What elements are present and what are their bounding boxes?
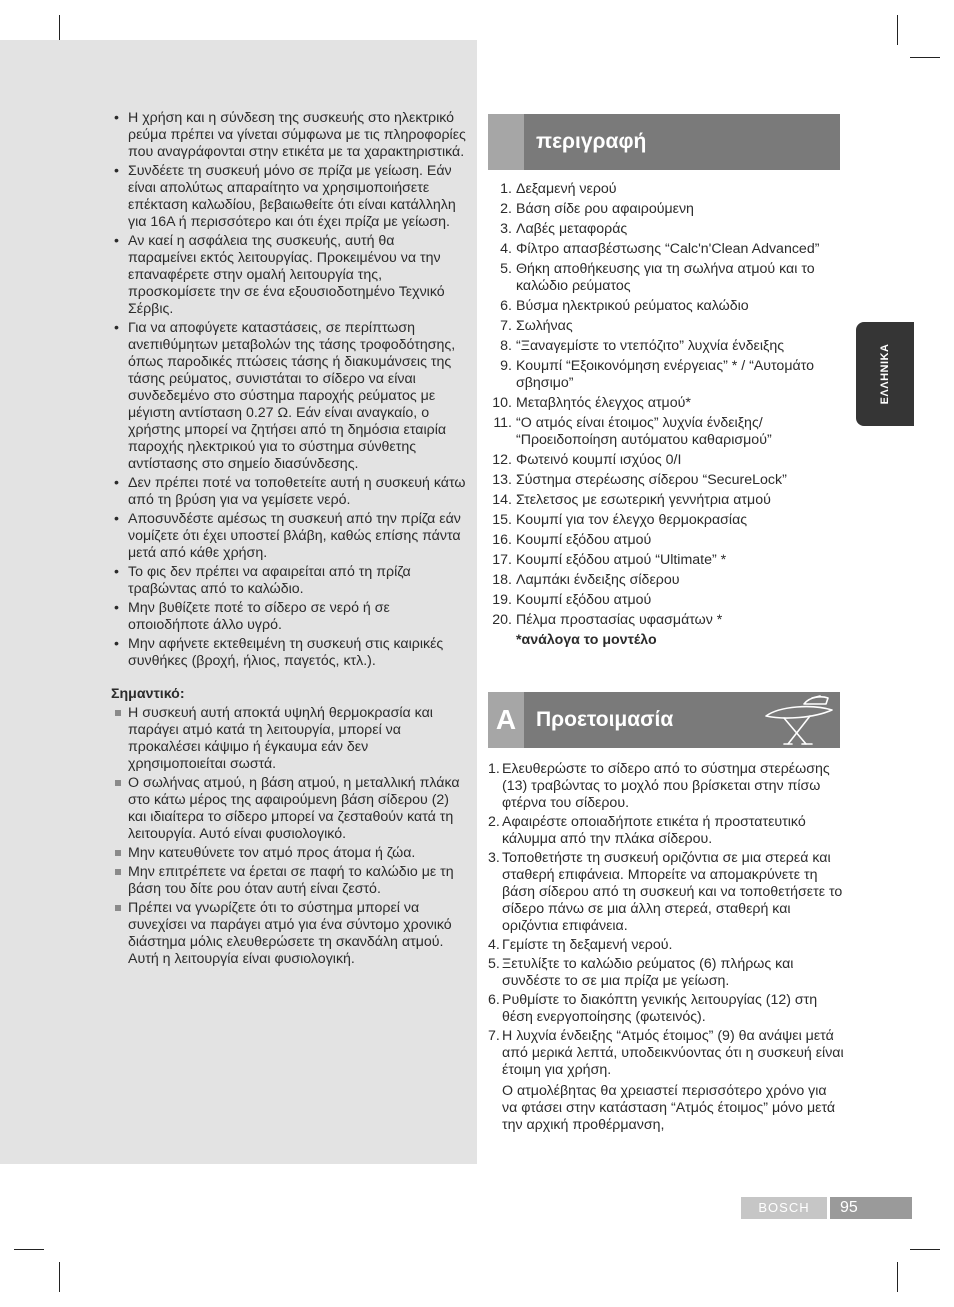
ironing-board-icon [762,694,834,746]
safety-instructions [111,110,466,970]
list-item: 19. Κουμπί εξόδου ατμού [492,592,652,608]
list-item: 6. Ρυθμίστε το διακόπτη γενικής λειτουργίας (12) στη θέση ενεργοποίησης (φωτεινός). [488,992,818,1025]
safety-bullet: • Η χρήση και η σύνδεση της συσκευής στο ηλεκτρικό ρεύμα πρέπει να γίνεται σύμφωνα με τις πληροφορίες που αναγράφονται στην ετικέτα με τα χαρακτηριστικά. [111,110,466,161]
list-item: 3. Λαβές μεταφοράς [500,221,628,237]
important-bullet: Μην επιτρέπετε να έρεται σε παφή το καλώδιο με τη βάση του δίτε ρου όταν αυτή είναι ζεστό. [111,864,466,898]
list-item: 16. Κουμπί εξόδου ατμού [492,532,652,548]
description-header [488,114,840,170]
list-item: 10. Μεταβλητός έλεγχος ατμού* [492,395,691,411]
crop-mark [910,1249,940,1250]
list-item: Ο ατμολέβητας θα χρειαστεί περισσότερο χρόνο για να φτάσει στην κατάσταση “Ατμός έτοιμος” μόνο μετά την αρχική προθέρμανση, [502,1083,836,1133]
preparation-steps [488,761,844,1134]
description-title: περιγραφή [536,130,647,153]
preparation-title: Προετοιμασία [536,708,674,731]
list-item: 3. Τοποθετήστε τη συσκευή οριζόντια σε μια στερεά και σταθερή επιφάνεια. Μπορείτε να απομακρύνετε τη βάση σίδερου από τη συσκευή και να τοποθετήσετε το σίδερο πάνω σε μια άλλη στερεά, σταθερή και οριζόντια επιφάνεια. [488,850,843,934]
parts-list [488,181,844,629]
crop-mark [910,57,940,58]
preparation-header [488,692,840,748]
language-tab [856,322,914,426]
list-item: 15. Κουμπί για τον έλεγχο θερμοκρασίας [492,512,748,528]
list-item: 5. Θήκη αποθήκευσης για τη σωλήνα ατμού και το καλώδιο ρεύματος [500,261,815,294]
important-bullet: Πρέπει να γνωρίζετε ότι το σύστημα μπορεί να συνεχίσει να παράγει ατμό για ένα σύντομο χρονικό διάστημα μόλις ελευθερώσετε τη σκανδάλη ατμού. Αυτή η λειτουργία είναι φυσιολογική. [111,900,466,968]
list-item: 1. Δεξαμενή νερού [500,181,617,197]
safety-bullet-list [111,110,466,670]
safety-bullet: • Για να αποφύγετε καταστάσεις, σε περίπτωση ανεπιθύμητων μεταβολών της τάσης τροφοδότησης, όπως παροδικές πτώσεις τάσης ή διακυμάνσεις της τάσης ρεύματος, συνιστάται το σίδερο να είναι συνδεδεμένο στο σύστημα παροχής ρεύματος με μέγιστη αντίσταση 0.27 Ω. Εάν είναι αναγκαίο, ο χρήστης μπορεί να ζητήσει από τη δημόσια εταιρία παροχής ηλεκτρικού για το σύστημα σύνθετης αντίστασης στο σημείο διασύνδεσης. [111,320,466,473]
safety-bullet: • Μην βυθίζετε ποτέ το σίδερο σε νερό ή σε οποιοδήποτε άλλο υγρό. [111,600,466,634]
list-item: 4. Φίλτρο απασβέστωσης “Calc'n'Clean Advanced” [500,241,820,257]
safety-bullet: • Αποσυνδέστε αμέσως τη συσκευή από την πρίζα εάν νομίζετε ότι έχει υποστεί βλάβη, καθώς επίσης πάντα μετά από κάθε χρήση. [111,511,466,562]
footer-brand: BOSCH [741,1197,827,1219]
safety-bullet: • Αν καεί η ασφάλεια της συσκευής, αυτή θα παραμείνει εκτός λειτουργίας. Προκειμένου να την επαναφέρετε στην ομαλή λειτουργία της, προσκομίσετε την σε ένα εξουσιοδοτημένο Τεχνικό Σέρβις. [111,233,466,318]
list-item: 7. Η λυχνία ένδειξης “Ατμός έτοιμος” (9) θα ανάψει μετά από μερικά λεπτά, υποδεικνύοντας ότι η συσκευή είναι έτοιμη για χρήση. [488,1028,844,1078]
list-item: 4. Γεμίστε τη δεξαμενή νερού. [488,937,673,953]
crop-mark [897,15,898,45]
safety-bullet: • Συνδέετε τη συσκευή μόνο σε πρίζα με γείωση. Εάν είναι απολύτως απαραίτητο να χρησιμοποιήσετε επέκταση καλωδίου, βεβαιωθείτε ότι είναι κατάλληλη για 16A ή περισσότερο και ότι έχει πρίζα με γείωση. [111,163,466,231]
language-tab-label: ΕΛΛΗΝΙΚΑ [879,343,891,405]
important-heading: Σημαντικό: [111,686,185,702]
crop-mark [14,1249,44,1250]
list-item: 8. “Ξαναγεμίστε το ντεπόζιτο” λυχνία ένδειξης [500,338,785,354]
preparation-letter: A [488,692,524,748]
list-item: 13. Σύστημα στερέωσης σίδερου “SecureLock” [492,472,787,488]
list-item: 2. Αφαιρέστε οποιαδήποτε ετικέτα ή προστατευτικό κάλυμμα από την πλάκα σίδερου. [488,814,806,847]
model-note: *ανάλογα το μοντέλο [516,632,657,648]
list-item: 2. Βάση σίδε ρου αφαιρούμενη [500,201,694,217]
list-item: 20. Πέλμα προστασίας υφασμάτων * [492,612,723,628]
safety-bullet: • Το φις δεν πρέπει να αφαιρείται από τη πρίζα τραβώντας από το καλώδιο. [111,564,466,598]
crop-mark [897,1262,898,1292]
list-item: 7. Σωλήνας [500,318,573,334]
important-bullet: Η συσκευή αυτή αποκτά υψηλή θερμοκρασία και παράγει ατμό κατά τη λειτουργία, μπορεί να προκαλέσει κάψιμο ή έγκαυμα εάν δεν χρησιμοποιείται σωστά. [111,705,466,773]
list-item: 5. Ξετυλίξτε το καλώδιο ρεύματος (6) πλήρως και συνδέστε το σε μια πρίζα με γείωση. [488,956,794,989]
list-item: 12. Φωτεινό κουμπί ισχύος 0/I [492,452,682,468]
preparation-steps-section [488,761,844,1136]
list-item: 18. Λαμπάκι ένδειξης σίδερου [492,572,680,588]
page-number: 95 [830,1197,912,1219]
crop-mark [59,1262,60,1292]
important-bullet: Μην κατευθύνετε τον ατμό προς άτομα ή ζώα. [111,845,466,862]
important-bullet-list [111,705,466,968]
list-item: 14. Στελετσος με εσωτερική γεννήτρια ατμού [492,492,771,508]
list-item: 11. “Ο ατμός είναι έτοιμος” λυχνία ένδειξης/ “Προειδοποίηση αυτόματου καθαρισμού” [493,415,772,448]
list-item: 1. Ελευθερώστε το σίδερο από το σύστημα στερέωσης (13) τραβώντας το μοχλό που βρίσκεται στην πίσω φτέρνα του σίδερου. [488,761,830,811]
safety-bullet: • Δεν πρέπει ποτέ να τοποθετείτε αυτή η συσκευή κάτω από τη βρύση για να γεμίσετε νερό. [111,475,466,509]
description-header-tab [488,114,524,170]
safety-bullet: • Μην αφήνετε εκτεθειμένη τη συσκευή στις καιρικές συνθήκες (βροχή, ήλιος, παγετός, κτλ.). [111,636,466,670]
list-item: 9. Κουμπί “Εξοικονόμηση ενέργειας” * / “Αυτομάτο σβησιμο” [500,358,814,391]
important-bullet: Ο σωλήνας ατμού, η βάση ατμού, η μεταλλική πλάκα στο κάτω μέρος της αφαιρούμενη βάση σίδερου (2) και ιδιαίτερα το σίδερο μπορεί να ζεσταθούν κατά τη λειτουργία. Αυτό είναι φυσιολογικό. [111,775,466,843]
list-item: 17. Κουμπί εξόδου ατμού “Ultimate” * [492,552,727,568]
list-item: 6. Βύσμα ηλεκτρικού ρεύματος καλώδιο [500,298,749,314]
parts-list-section [488,181,844,649]
